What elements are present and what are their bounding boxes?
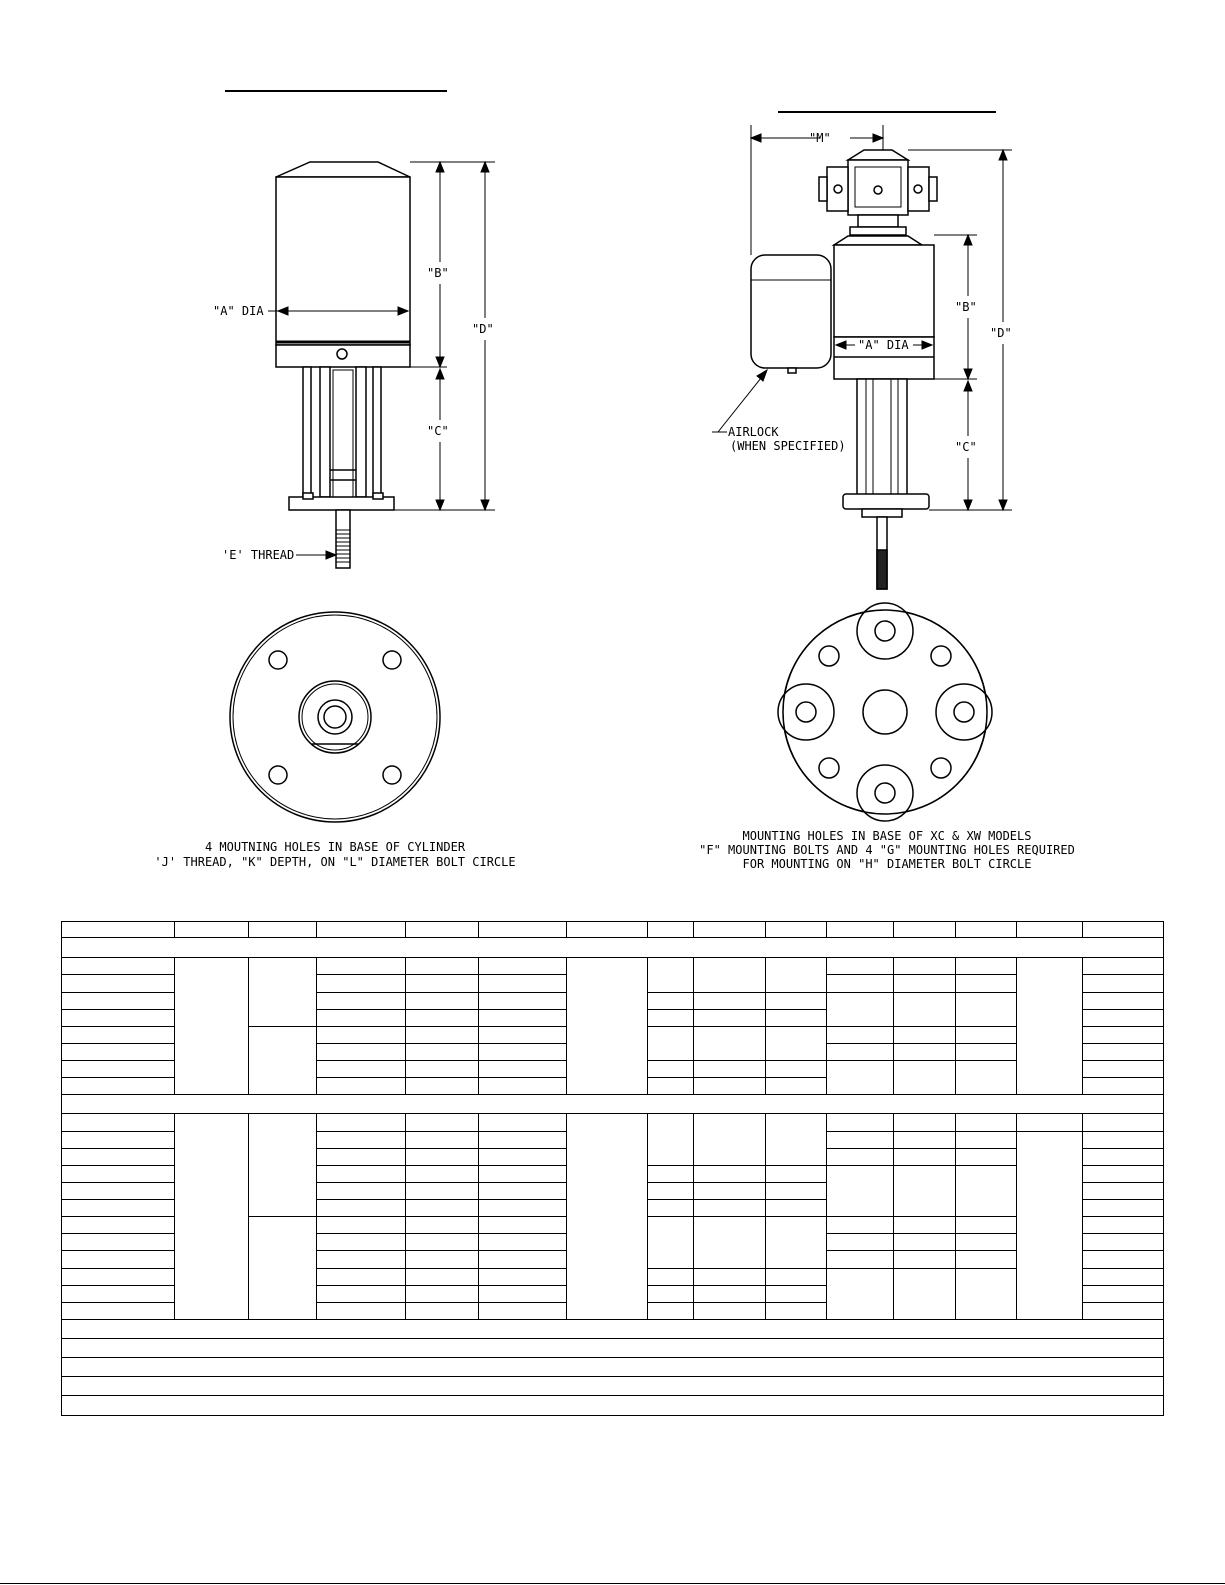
right-label-b: "B" — [955, 300, 977, 314]
table-note-row — [62, 1396, 1164, 1416]
right-label-a-dia: "A" DIA — [858, 338, 909, 352]
table-row — [62, 958, 1164, 975]
left-tie-rod — [303, 367, 311, 497]
right-mounting-plate — [843, 494, 929, 509]
left-label-c: "C" — [427, 424, 449, 438]
left-caption-line2: 'J' THREAD, "K" DEPTH, ON "L" DIAMETER BOLT CIRCLE — [154, 855, 516, 869]
right-caption-line3: FOR MOUNTING ON "H" DIAMETER BOLT CIRCLE — [742, 857, 1032, 871]
right-bottom-view — [778, 603, 992, 821]
right-boss-left — [778, 684, 834, 740]
right-cylinder-body — [834, 245, 934, 337]
left-inner-guide — [320, 367, 330, 497]
table-row — [62, 1114, 1164, 1131]
left-side-view — [276, 162, 410, 568]
left-rod-bore — [324, 706, 346, 728]
left-label-e-thread: 'E' THREAD — [222, 548, 295, 562]
table-header-row — [62, 922, 1164, 938]
left-bottom-view — [230, 612, 440, 822]
table-note-row — [62, 1377, 1164, 1396]
left-caption-line1: 4 MOUTNING HOLES IN BASE OF CYLINDER — [204, 840, 466, 854]
left-set-screw — [337, 349, 347, 359]
left-mounting-hole — [269, 766, 287, 784]
left-label-b: "B" — [427, 266, 449, 280]
right-mounting-hole — [819, 758, 839, 778]
left-cylinder-cap — [276, 162, 410, 177]
left-label-d: "D" — [472, 322, 494, 336]
page-bottom-rule — [0, 1583, 1225, 1584]
right-top-cap — [848, 150, 908, 160]
left-threaded-shaft — [336, 510, 350, 568]
left-cylinder-body — [276, 177, 410, 345]
right-label-airlock: AIRLOCK — [728, 425, 779, 439]
right-mounting-hole — [931, 758, 951, 778]
right-mounting-hole — [819, 646, 839, 666]
right-label-m: "M" — [809, 131, 831, 145]
left-inner-guide — [356, 367, 366, 497]
left-mounting-hole — [383, 766, 401, 784]
right-center-boss — [863, 690, 907, 734]
table-note-row — [62, 1339, 1164, 1358]
table-section-row — [62, 1095, 1164, 1114]
left-mounting-hole — [269, 651, 287, 669]
left-label-a-dia: "A" DIA — [213, 304, 264, 318]
right-label-d: "D" — [990, 326, 1012, 340]
left-mounting-hole — [383, 651, 401, 669]
table-section-row — [62, 938, 1164, 958]
right-mounting-hole — [931, 646, 951, 666]
right-boss-right — [936, 684, 992, 740]
table-note-row — [62, 1358, 1164, 1377]
left-piston-rod — [333, 370, 353, 497]
right-side-view — [751, 150, 937, 589]
dimensions-table — [61, 921, 1164, 1416]
right-caption-line1: MOUNTING HOLES IN BASE OF XC & XW MODELS — [742, 829, 1032, 843]
right-label-c: "C" — [955, 440, 977, 454]
right-airlock — [751, 255, 831, 368]
left-tie-rod — [373, 367, 381, 497]
right-label-airlock-note: (WHEN SPECIFIED) — [730, 439, 846, 453]
table-note-row — [62, 1319, 1164, 1338]
right-caption-line2: "F" MOUNTING BOLTS AND 4 "G" MOUNTING HOLES REQUIRED — [699, 843, 1075, 857]
